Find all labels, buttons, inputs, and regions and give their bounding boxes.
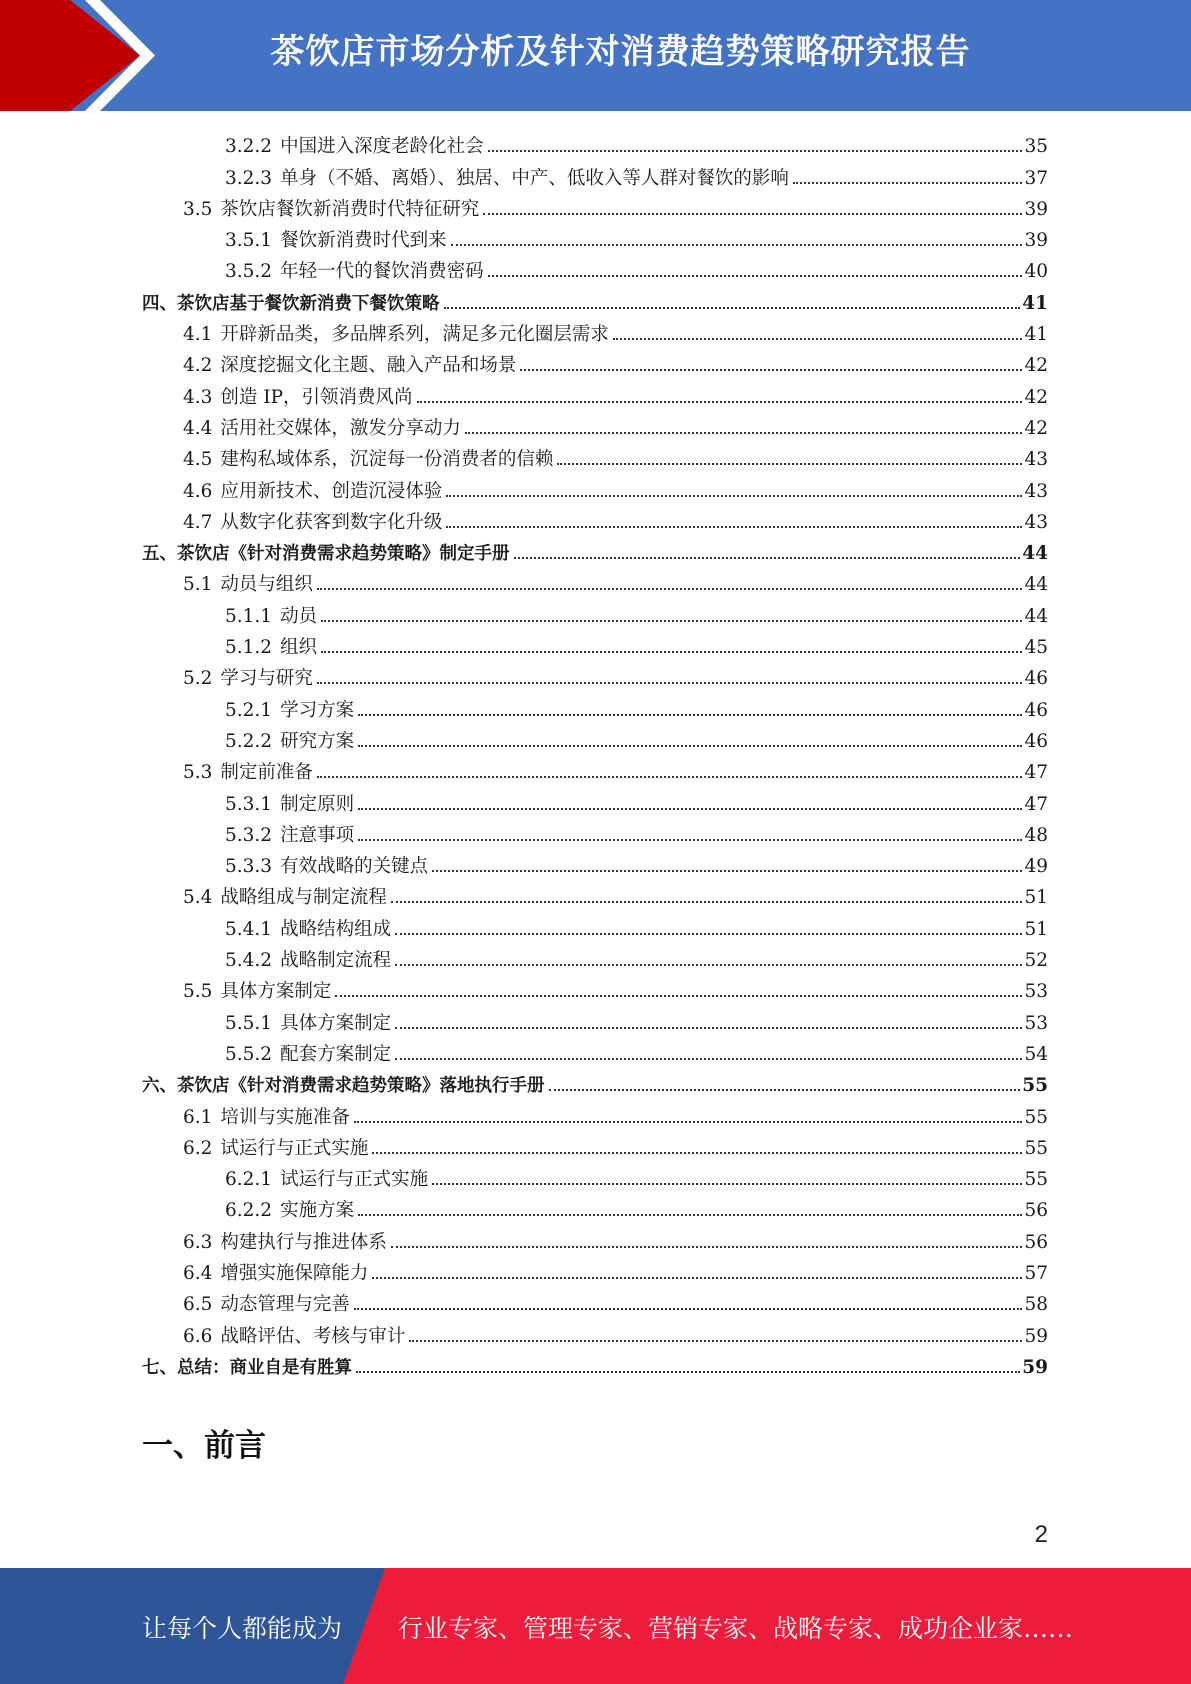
toc-entry-label xyxy=(183,481,444,503)
toc-entry-title: 从数字化获客到数字化升级 xyxy=(220,511,443,533)
toc-entry[interactable] xyxy=(142,127,1048,158)
toc-entry-number: 5.1.1 xyxy=(225,605,273,627)
toc-dot-leader xyxy=(488,275,1023,277)
toc-entry-label xyxy=(142,543,512,565)
toc-entry-label xyxy=(225,168,791,190)
toc-entry-page: 35 xyxy=(1024,136,1048,158)
toc-entry-page: 47 xyxy=(1024,762,1048,784)
toc-entry-title: 动员与组织 xyxy=(220,574,313,596)
toc-entry-number: 6.4 xyxy=(183,1262,213,1284)
toc-entry[interactable] xyxy=(142,1285,1048,1316)
toc-entry-page: 43 xyxy=(1024,449,1048,471)
toc-entry[interactable] xyxy=(142,252,1048,283)
toc-dot-leader xyxy=(409,1340,1022,1342)
toc-entry-label xyxy=(225,856,430,878)
toc-entry-number: 4.3 xyxy=(183,386,213,408)
page-number: 2 xyxy=(1034,1521,1048,1548)
toc-entry[interactable] xyxy=(142,909,1048,940)
toc-entry-title: 研究方案 xyxy=(280,730,355,752)
toc-entry[interactable] xyxy=(142,1254,1048,1285)
toc-dot-leader xyxy=(395,1027,1022,1029)
footer-slogan-left: 让每个人都能成为 xyxy=(142,1614,343,1643)
toc-entry[interactable] xyxy=(142,1129,1048,1160)
toc-entry-page: 46 xyxy=(1024,699,1048,721)
toc-entry-number: 5.3.2 xyxy=(225,824,273,846)
toc-entry-number: 5.4 xyxy=(183,887,213,909)
toc-entry-label xyxy=(183,574,315,596)
toc-entry-page: 53 xyxy=(1024,981,1048,1003)
page-footer xyxy=(0,1568,1191,1684)
toc-entry[interactable] xyxy=(142,1097,1048,1128)
toc-entry-page: 55 xyxy=(1024,1169,1048,1191)
toc-entry[interactable] xyxy=(142,847,1048,878)
toc-entry-title: 单身（不婚、离婚）、独居、中产、低收入等人群对餐饮的影响 xyxy=(280,167,789,189)
toc-entry-label xyxy=(183,762,315,784)
toc-dot-leader xyxy=(395,933,1022,935)
toc-entry[interactable] xyxy=(142,503,1048,534)
toc-entry-number: 6.1 xyxy=(183,1106,213,1128)
toc-entry-page: 40 xyxy=(1024,261,1048,283)
toc-entry[interactable] xyxy=(142,1348,1048,1379)
toc-entry-label xyxy=(225,1013,393,1035)
toc-entry-page: 42 xyxy=(1024,417,1048,439)
toc-entry-label xyxy=(225,731,356,753)
toc-dot-leader xyxy=(514,557,1021,559)
toc-entry-number: 6.2 xyxy=(183,1137,213,1159)
toc-entry-label xyxy=(225,637,319,659)
toc-entry-number: 6.5 xyxy=(183,1294,213,1316)
toc-entry-title: 动态管理与完善 xyxy=(220,1294,350,1316)
toc-entry-title: 茶饮店餐饮新消费时代特征研究 xyxy=(220,198,480,220)
toc-entry[interactable] xyxy=(142,690,1048,721)
toc-dot-leader xyxy=(793,182,1023,184)
toc-entry-title: 深度挖掘文化主题、融入产品和场景 xyxy=(220,355,517,377)
toc-entry-number: 5.1.2 xyxy=(225,637,273,659)
toc-entry-label xyxy=(183,1232,389,1254)
toc-dot-leader xyxy=(446,526,1022,528)
toc-entry-title: 餐饮新消费时代到来 xyxy=(280,230,447,252)
toc-entry-label xyxy=(225,230,449,252)
toc-entry-title: 配套方案制定 xyxy=(280,1043,392,1065)
toc-entry-title: 创造 IP，引领消费风尚 xyxy=(220,386,413,408)
toc-entry-number: 6.2.1 xyxy=(225,1169,273,1191)
toc-entry[interactable] xyxy=(142,1066,1048,1097)
toc-entry-number: 5.2 xyxy=(183,668,213,690)
toc-entry-title: 组织 xyxy=(280,637,318,659)
toc-dot-leader xyxy=(391,1246,1023,1248)
toc-entry[interactable] xyxy=(142,596,1048,627)
footer-slogan-right: 行业专家、管理专家、营销专家、战略专家、成功企业家…… xyxy=(398,1614,1074,1643)
toc-entry-page: 44 xyxy=(1022,543,1048,565)
toc-entry-label xyxy=(183,1107,352,1129)
toc-entry-title: 活用社交媒体，激发分享动力 xyxy=(220,417,461,439)
toc-entry-number: 5.5.1 xyxy=(225,1012,273,1034)
toc-entry-page: 57 xyxy=(1024,1262,1048,1284)
toc-entry-number: 5.3 xyxy=(183,762,213,784)
toc-entry-label xyxy=(225,1200,356,1222)
toc-entry-number: 6.2.2 xyxy=(225,1200,273,1222)
toc-dot-leader xyxy=(520,369,1022,371)
toc-entry[interactable] xyxy=(142,816,1048,847)
toc-entry-number: 4.5 xyxy=(183,449,213,471)
toc-entry-number: 5.5 xyxy=(183,981,213,1003)
toc-dot-leader xyxy=(317,588,1023,590)
toc-dot-leader xyxy=(321,651,1022,653)
toc-entry-label xyxy=(225,261,486,283)
toc-entry-title: 试运行与正式实施 xyxy=(220,1137,369,1159)
toc-entry-label xyxy=(225,794,356,816)
toc-dot-leader xyxy=(613,338,1023,340)
toc-entry[interactable] xyxy=(142,753,1048,784)
toc-entry[interactable] xyxy=(142,1191,1048,1222)
toc-entry[interactable] xyxy=(142,941,1048,972)
toc-entry-page: 47 xyxy=(1024,793,1048,815)
toc-entry-label xyxy=(183,1138,370,1160)
toc-entry[interactable] xyxy=(142,283,1048,314)
toc-entry-number: 5.4.1 xyxy=(225,918,273,940)
toc-entry-page: 41 xyxy=(1024,324,1048,346)
toc-entry-page: 41 xyxy=(1022,292,1048,314)
toc-entry-label xyxy=(183,355,518,377)
toc-entry-number: 4.1 xyxy=(183,324,213,346)
document-title: 茶饮店市场分析及针对消费趋势策略研究报告 xyxy=(270,32,971,72)
toc-entry-title: 具体方案制定 xyxy=(280,1012,392,1034)
toc-dot-leader xyxy=(317,776,1023,778)
toc-entry-label xyxy=(183,1294,352,1316)
toc-entry[interactable] xyxy=(142,659,1048,690)
toc-entry-label xyxy=(225,606,319,628)
toc-entry-label xyxy=(142,1357,354,1379)
toc-entry-label xyxy=(183,324,611,346)
toc-entry-title: 中国进入深度老龄化社会 xyxy=(280,136,484,158)
toc-dot-leader xyxy=(444,307,1021,309)
toc-entry-page: 51 xyxy=(1024,887,1048,909)
toc-entry-number: 3.2.2 xyxy=(225,136,273,158)
toc-entry-number: 5.2.1 xyxy=(225,699,273,721)
toc-entry-page: 45 xyxy=(1024,637,1048,659)
toc-entry-title: 有效战略的关键点 xyxy=(280,856,429,878)
toc-entry-number: 3.5 xyxy=(183,198,213,220)
toc-entry-page: 42 xyxy=(1024,355,1048,377)
toc-entry-number: 3.2.3 xyxy=(225,167,273,189)
toc-entry-title: 开辟新品类，多品牌系列，满足多元化圈层需求 xyxy=(220,324,609,346)
toc-entry[interactable] xyxy=(142,440,1048,471)
toc-entry-label xyxy=(183,512,444,534)
toc-entry-title: 学习与研究 xyxy=(220,668,313,690)
toc-dot-leader xyxy=(321,620,1022,622)
toc-dot-leader xyxy=(432,870,1022,872)
toc-entry-number: 5.5.2 xyxy=(225,1043,273,1065)
toc-entry-label xyxy=(225,919,393,941)
toc-entry-page: 56 xyxy=(1024,1200,1048,1222)
toc-entry-page: 55 xyxy=(1024,1106,1048,1128)
toc-entry-label xyxy=(183,199,481,221)
toc-entry[interactable] xyxy=(142,784,1048,815)
toc-dot-leader xyxy=(356,1371,1020,1373)
toc-entry-title: 战略评估、考核与审计 xyxy=(220,1325,406,1347)
toc-dot-leader xyxy=(358,714,1022,716)
toc-entry-page: 44 xyxy=(1024,574,1048,596)
toc-entry-title: 七、总结：商业自是有胜算 xyxy=(142,1357,352,1378)
toc-entry-number: 4.6 xyxy=(183,480,213,502)
toc-dot-leader xyxy=(358,745,1022,747)
toc-dot-leader xyxy=(372,1277,1022,1279)
toc-entry-title: 构建执行与推进体系 xyxy=(220,1231,387,1253)
toc-entry-page: 46 xyxy=(1024,730,1048,752)
toc-entry-title: 四、茶饮店基于餐饮新消费下餐饮策略 xyxy=(142,293,440,314)
toc-entry-title: 五、茶饮店《针对消费需求趋势策略》制定手册 xyxy=(142,544,510,565)
toc-entry-page: 49 xyxy=(1024,856,1048,878)
toc-entry-page: 39 xyxy=(1024,230,1048,252)
toc-dot-leader xyxy=(446,495,1022,497)
toc-entry[interactable] xyxy=(142,972,1048,1003)
toc-entry-page: 51 xyxy=(1024,918,1048,940)
toc-entry-page: 44 xyxy=(1024,605,1048,627)
toc-dot-leader xyxy=(488,150,1023,152)
toc-entry-label xyxy=(183,418,463,440)
toc-entry-label xyxy=(183,668,315,690)
table-of-contents xyxy=(142,127,1048,1379)
toc-dot-leader xyxy=(354,1308,1023,1310)
toc-entry[interactable] xyxy=(142,1035,1048,1066)
toc-entry-number: 4.4 xyxy=(183,417,213,439)
toc-entry[interactable] xyxy=(142,628,1048,659)
toc-entry-title: 培训与实施准备 xyxy=(220,1106,350,1128)
toc-entry[interactable] xyxy=(142,1160,1048,1191)
toc-entry-label xyxy=(225,1044,393,1066)
toc-entry-label xyxy=(142,293,442,315)
toc-entry-page: 54 xyxy=(1024,1043,1048,1065)
toc-entry-title: 制定原则 xyxy=(280,793,355,815)
toc-dot-leader xyxy=(317,682,1023,684)
toc-entry-title: 建构私域体系，沉淀每一份消费者的信赖 xyxy=(220,449,554,471)
toc-entry-label xyxy=(183,981,333,1003)
toc-dot-leader xyxy=(483,213,1022,215)
toc-dot-leader xyxy=(358,808,1022,810)
toc-entry-label xyxy=(142,1075,547,1097)
toc-entry-label xyxy=(225,825,356,847)
toc-entry[interactable] xyxy=(142,409,1048,440)
toc-entry-title: 年轻一代的餐饮消费密码 xyxy=(280,261,484,283)
toc-entry-page: 46 xyxy=(1024,668,1048,690)
toc-entry-title: 实施方案 xyxy=(280,1200,355,1222)
toc-entry-title: 试运行与正式实施 xyxy=(280,1169,429,1191)
toc-entry-number: 3.5.1 xyxy=(225,230,273,252)
toc-entry-label xyxy=(225,950,393,972)
toc-entry-number: 6.6 xyxy=(183,1325,213,1347)
toc-dot-leader xyxy=(354,1121,1023,1123)
toc-entry[interactable] xyxy=(142,1316,1048,1347)
toc-entry-page: 37 xyxy=(1024,167,1048,189)
toc-entry[interactable] xyxy=(142,377,1048,408)
toc-dot-leader xyxy=(465,432,1023,434)
toc-entry-page: 52 xyxy=(1024,950,1048,972)
toc-entry-label xyxy=(183,1263,370,1285)
toc-entry[interactable] xyxy=(142,346,1048,377)
toc-entry-number: 5.3.1 xyxy=(225,793,273,815)
toc-entry-number: 5.4.2 xyxy=(225,950,273,972)
toc-dot-leader xyxy=(432,1183,1022,1185)
toc-entry-number: 3.5.2 xyxy=(225,261,273,283)
toc-entry-page: 43 xyxy=(1024,480,1048,502)
toc-entry-title: 战略结构组成 xyxy=(280,918,392,940)
toc-entry[interactable] xyxy=(142,1222,1048,1253)
toc-entry-page: 56 xyxy=(1024,1231,1048,1253)
toc-entry-label xyxy=(183,1326,407,1348)
toc-entry-title: 应用新技术、创造沉浸体验 xyxy=(220,480,443,502)
toc-entry-number: 5.3.3 xyxy=(225,856,273,878)
toc-dot-leader xyxy=(417,401,1023,403)
toc-entry-title: 动员 xyxy=(280,605,318,627)
toc-entry[interactable] xyxy=(142,534,1048,565)
page-header xyxy=(0,0,1191,111)
toc-entry-page: 42 xyxy=(1024,386,1048,408)
toc-entry-label xyxy=(225,700,356,722)
toc-entry-title: 制定前准备 xyxy=(220,762,313,784)
toc-entry-label xyxy=(225,136,486,158)
toc-dot-leader xyxy=(557,463,1022,465)
toc-entry-label xyxy=(183,887,389,909)
toc-entry-page: 53 xyxy=(1024,1012,1048,1034)
toc-entry[interactable] xyxy=(142,722,1048,753)
toc-entry-page: 43 xyxy=(1024,511,1048,533)
toc-entry-page: 39 xyxy=(1024,198,1048,220)
toc-dot-leader xyxy=(549,1089,1021,1091)
toc-entry-title: 战略制定流程 xyxy=(280,950,392,972)
toc-entry[interactable] xyxy=(142,315,1048,346)
toc-dot-leader xyxy=(451,244,1023,246)
toc-entry[interactable] xyxy=(142,1003,1048,1034)
toc-entry[interactable] xyxy=(142,471,1048,502)
toc-entry-page: 58 xyxy=(1024,1294,1048,1316)
toc-dot-leader xyxy=(391,901,1023,903)
toc-entry-title: 具体方案制定 xyxy=(220,981,332,1003)
toc-dot-leader xyxy=(395,964,1022,966)
toc-entry-number: 4.2 xyxy=(183,355,213,377)
toc-entry-number: 5.2.2 xyxy=(225,730,273,752)
toc-entry-title: 注意事项 xyxy=(280,824,355,846)
toc-entry[interactable] xyxy=(142,158,1048,189)
toc-entry-label xyxy=(183,387,415,409)
toc-entry-title: 战略组成与制定流程 xyxy=(220,887,387,909)
toc-entry-page: 48 xyxy=(1024,824,1048,846)
toc-dot-leader xyxy=(358,1214,1022,1216)
toc-entry-label xyxy=(225,1169,430,1191)
toc-dot-leader xyxy=(335,995,1022,997)
toc-entry[interactable] xyxy=(142,190,1048,221)
toc-entry-page: 59 xyxy=(1024,1325,1048,1347)
section-heading: 一、前言 xyxy=(142,1428,266,1464)
toc-entry[interactable] xyxy=(142,878,1048,909)
toc-entry-page: 55 xyxy=(1022,1075,1048,1097)
toc-entry-title: 增强实施保障能力 xyxy=(220,1262,369,1284)
toc-entry-page: 55 xyxy=(1024,1137,1048,1159)
toc-entry-number: 6.3 xyxy=(183,1231,213,1253)
toc-dot-leader xyxy=(372,1152,1022,1154)
toc-entry-number: 5.1 xyxy=(183,574,213,596)
toc-entry[interactable] xyxy=(142,565,1048,596)
toc-entry-number: 4.7 xyxy=(183,511,213,533)
toc-entry-title: 六、茶饮店《针对消费需求趋势策略》落地执行手册 xyxy=(142,1076,545,1097)
toc-dot-leader xyxy=(395,1058,1022,1060)
toc-entry-page: 59 xyxy=(1022,1356,1048,1378)
toc-entry-label xyxy=(183,449,555,471)
toc-dot-leader xyxy=(358,839,1022,841)
header-red-arrow xyxy=(0,0,140,111)
toc-entry-title: 学习方案 xyxy=(280,699,355,721)
toc-entry[interactable] xyxy=(142,221,1048,252)
